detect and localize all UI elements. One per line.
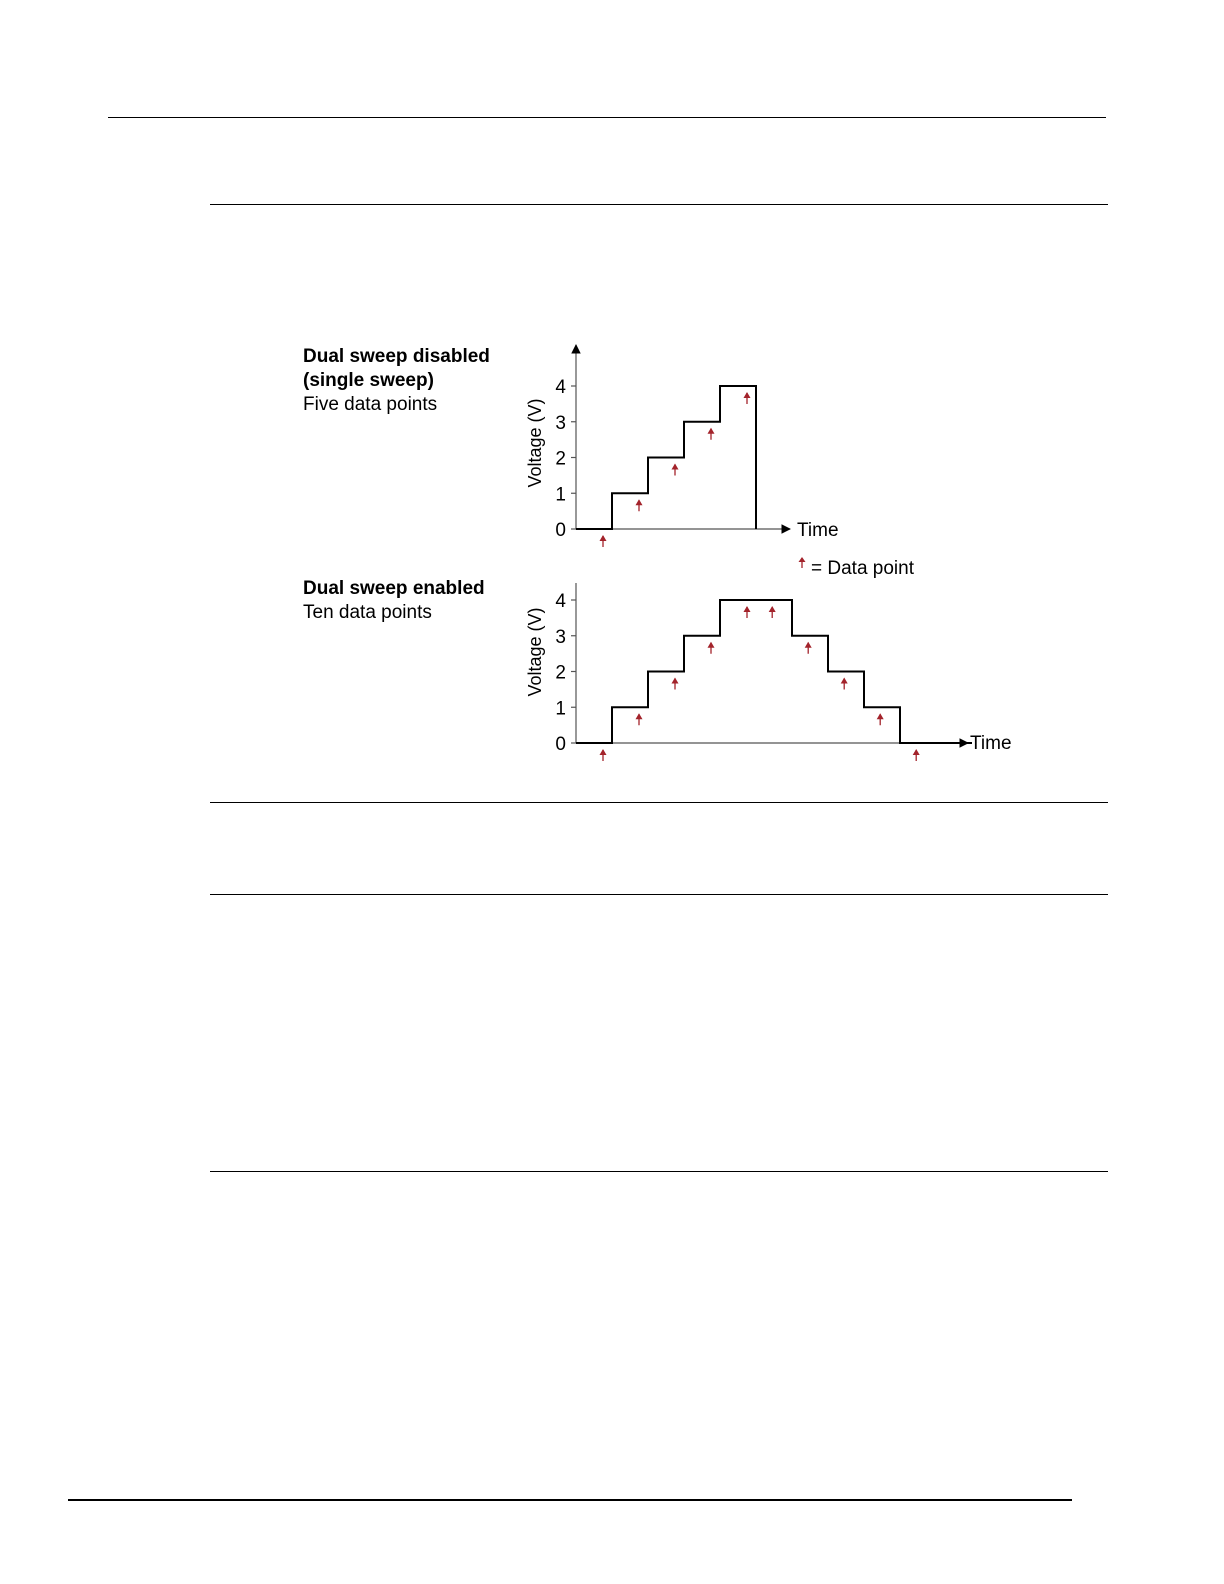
data-point-arrow xyxy=(877,713,884,725)
y-tick-label: 4 xyxy=(555,377,566,398)
single-sweep-subtitle: Five data points xyxy=(303,394,438,415)
data-point-arrow xyxy=(636,499,643,511)
x-axis-label: Time xyxy=(797,520,839,541)
y-ticks xyxy=(555,591,576,755)
single-sweep-title-line-2: (single sweep) xyxy=(303,370,434,391)
data-point-arrow xyxy=(672,678,679,690)
y-tick-label: 2 xyxy=(555,448,566,470)
y-axis-label: Voltage (V) xyxy=(525,398,545,488)
y-tick-label: 0 xyxy=(555,734,566,755)
data-point-arrow xyxy=(708,642,715,654)
data-point-arrow xyxy=(744,392,751,404)
data-point-arrow xyxy=(600,535,607,547)
y-axis-label: Voltage (V) xyxy=(525,607,545,697)
data-point-arrow xyxy=(672,464,679,476)
data-point-arrow-icon xyxy=(799,557,806,568)
data-points xyxy=(600,392,751,547)
data-point-arrow xyxy=(600,749,607,761)
data-point-arrow xyxy=(841,678,848,690)
dual-sweep-subtitle: Ten data points xyxy=(303,602,432,623)
data-point-arrow xyxy=(744,606,751,618)
y-tick-label: 1 xyxy=(555,484,566,506)
data-point-arrow xyxy=(913,749,920,761)
legend-label: = Data point xyxy=(811,558,914,579)
dual-sweep-title: Dual sweep enabled xyxy=(303,578,485,599)
legend xyxy=(799,557,915,579)
data-point-arrow xyxy=(769,606,776,618)
y-tick-label: 3 xyxy=(555,626,566,648)
y-tick-label: 4 xyxy=(555,591,566,612)
single-sweep-title-line-1: Dual sweep disabled xyxy=(303,346,490,367)
y-tick-label: 3 xyxy=(555,412,566,434)
y-ticks xyxy=(555,377,576,541)
y-tick-label: 2 xyxy=(555,662,566,684)
voltage-trace xyxy=(576,600,972,743)
y-tick-label: 1 xyxy=(555,698,566,720)
dual-sweep-plot xyxy=(525,583,1012,761)
y-tick-label: 0 xyxy=(555,520,566,541)
data-point-arrow xyxy=(708,428,715,440)
single-sweep-plot xyxy=(525,345,839,547)
x-axis-label: Time xyxy=(970,733,1012,754)
data-point-arrow xyxy=(805,642,812,654)
data-point-arrow xyxy=(636,713,643,725)
voltage-trace xyxy=(576,386,756,529)
